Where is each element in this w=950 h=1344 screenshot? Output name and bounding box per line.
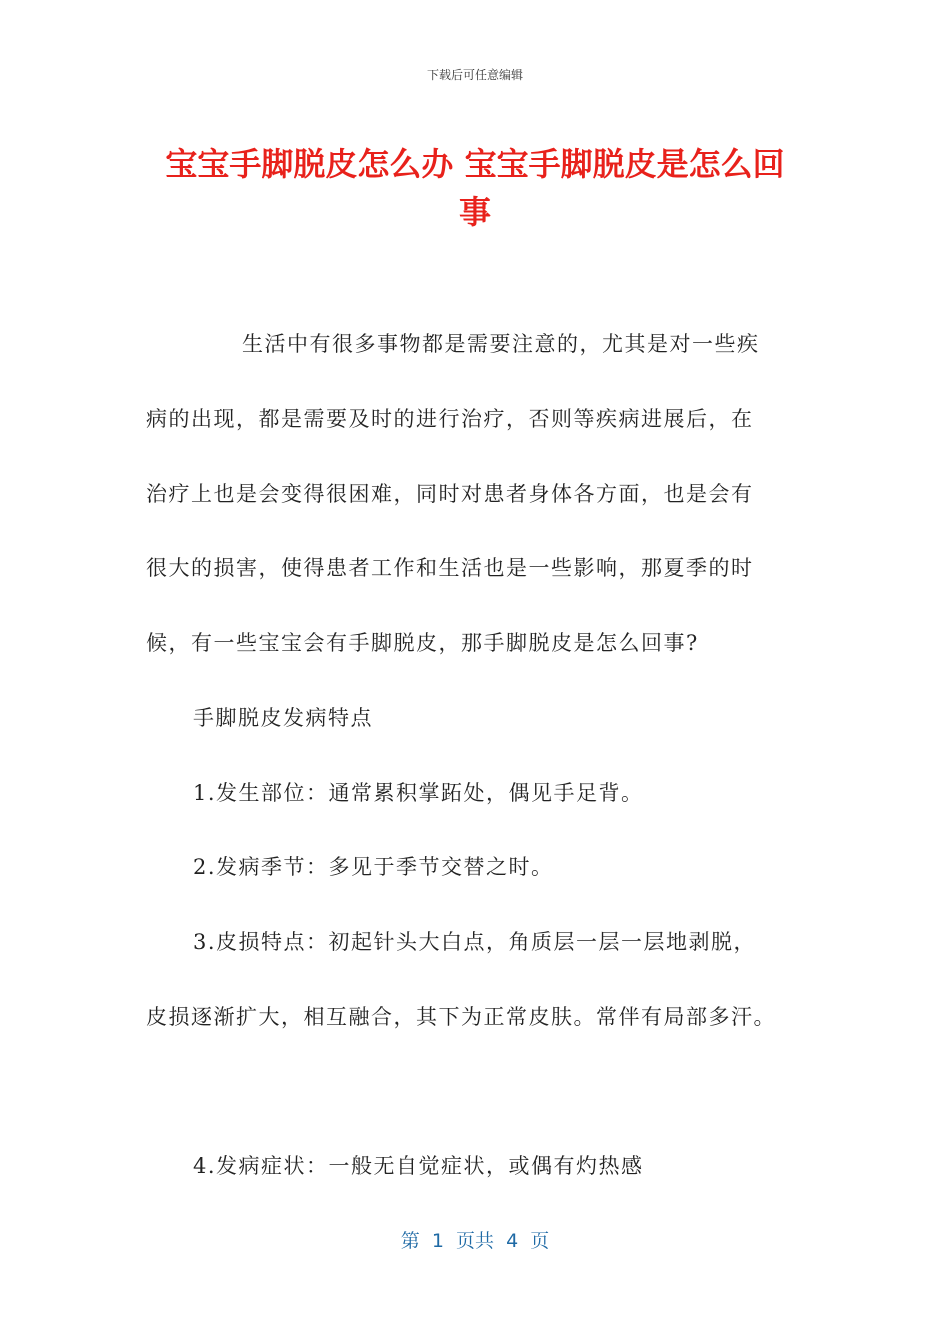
document-title-line-2: 事 bbox=[458, 193, 491, 231]
list-item: 4.发病症状：一般无自觉症状，或偶有灼热感 bbox=[193, 1154, 644, 1178]
page-number-footer: 第 1 页共 4 页 bbox=[400, 1230, 550, 1252]
list-item: 3.皮损特点：初起针头大白点，角质层一层一层地剥脱， bbox=[193, 930, 757, 954]
section-heading: 手脚脱皮发病特点 bbox=[193, 706, 373, 730]
body-line: 很大的损害，使得患者工作和生活也是一些影响，那夏季的时 bbox=[146, 556, 754, 580]
body-line: 生活中有很多事物都是需要注意的，尤其是对一些疾 bbox=[242, 332, 760, 356]
body-line: 病的出现，都是需要及时的进行治疗，否则等疾病进展后，在 bbox=[146, 407, 754, 431]
page-header-note: 下载后可任意编辑 bbox=[426, 68, 523, 82]
body-line: 候，有一些宝宝会有手脚脱皮，那手脚脱皮是怎么回事? bbox=[146, 631, 699, 655]
list-item: 1.发生部位：通常累积掌跖处，偶见手足背。 bbox=[193, 781, 644, 805]
body-line: 治疗上也是会变得很困难，同时对患者身体各方面，也是会有 bbox=[146, 482, 754, 506]
list-item-continuation: 皮损逐渐扩大，相互融合，其下为正常皮肤。常伴有局部多汗。 bbox=[146, 1005, 776, 1029]
list-item: 2.发病季节：多见于季节交替之时。 bbox=[193, 855, 554, 879]
document-title bbox=[140, 140, 810, 236]
document-title-line-1: 宝宝手脚脱皮怎么办 宝宝手脚脱皮是怎么回 bbox=[165, 145, 785, 183]
